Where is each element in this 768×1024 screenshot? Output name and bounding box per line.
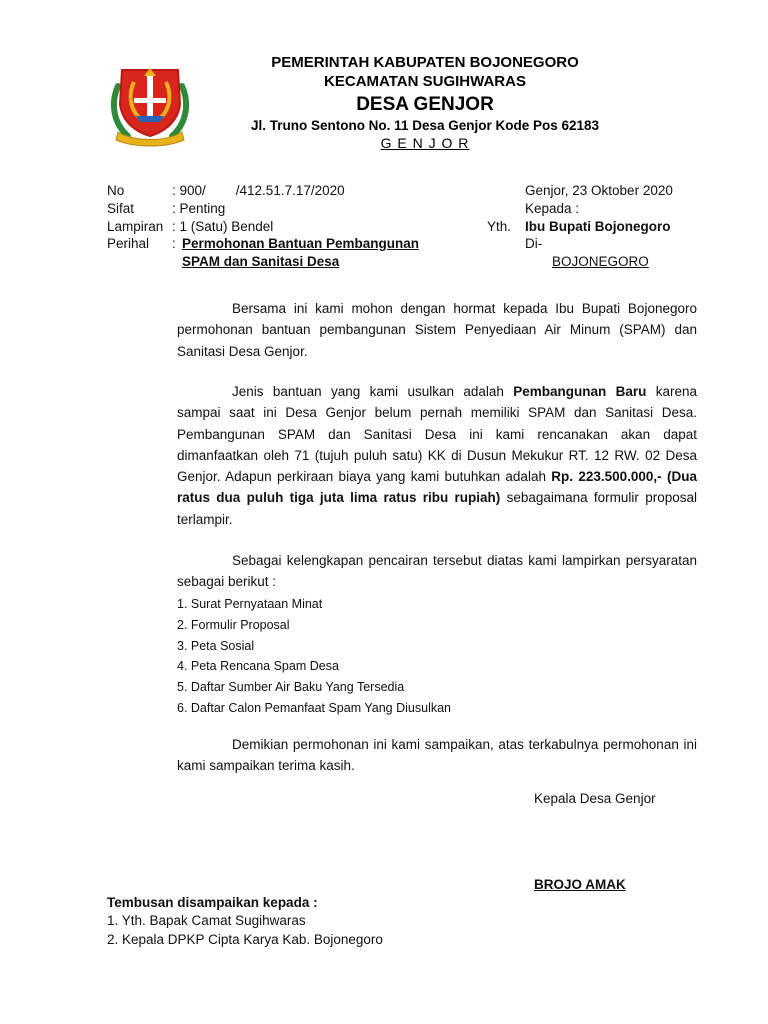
letter-date: Genjor, 23 Oktober 2020: [525, 183, 673, 198]
letterhead-address: Jl. Truno Sentono No. 11 Desa Genjor Kode Pos 62183: [250, 118, 600, 133]
cc-item: 2. Kepala DPKP Cipta Karya Kab. Bojonegoro: [107, 932, 383, 947]
paragraph-requirements-text: Sebagai kelengkapan pencairan tersebut diatas kami lampirkan persyaratan sebagai berikut :: [177, 553, 697, 590]
cc-item: 1. Yth. Bapak Camat Sugihwaras: [107, 913, 306, 928]
subject-line-1: Permohonan Bantuan Pembangunan: [182, 236, 420, 251]
list-item: 5. Daftar Sumber Air Baku Yang Tersedia: [177, 680, 405, 695]
subject-label: Perihal: [107, 236, 150, 251]
signature-name: BROJO AMAK: [534, 877, 626, 892]
nature-label: Sifat: [107, 201, 135, 216]
letterhead-subdistrict-line: KECAMATAN SUGIHWARAS: [324, 73, 526, 90]
list-item: 4. Peta Rencana Spam Desa: [177, 659, 339, 674]
recipient-di: Di-: [525, 236, 543, 251]
p2-budget-amount: Rp. 223.500.000,- (Dua ratus dua puluh tiga juta lima ratus ribu rupiah): [177, 469, 697, 506]
list-item: 2. Formulir Proposal: [177, 617, 290, 632]
paragraph-opening: [177, 298, 697, 362]
letter-number-value: : 900/ /412.51.7.17/2020: [172, 183, 345, 198]
recipient-yth: Yth.: [487, 219, 512, 234]
cc-heading: Tembusan disampaikan kepada :: [107, 895, 318, 910]
list-item: 3. Peta Sosial: [177, 638, 255, 653]
recipient-city: BOJONEGORO: [552, 254, 649, 269]
letterhead-government-line: PEMERINTAH KABUPATEN BOJONEGORO: [271, 54, 579, 71]
recipient-kepada: Kepada :: [525, 201, 580, 216]
requirements-list: [177, 594, 451, 719]
list-item: 1. Surat Pernyataan Minat: [177, 597, 323, 611]
letterhead-place: G E N J O R: [380, 135, 470, 151]
nature-value: : Penting: [172, 201, 226, 216]
attachment-label: Lampiran: [107, 219, 164, 234]
letter-number-label: No: [107, 183, 125, 198]
letterhead-village-name: DESA GENJOR: [356, 94, 494, 115]
recipient-name: Ibu Bupati Bojonegoro: [525, 219, 671, 234]
p2-text-c: karena sampai saat ini Desa Genjor belum pernah memiliki SPAM dan Sanitasi Desa. Pembangunan SPAM dan Sanitasi Desa ini kami rencanakan akan dapat dimanfaatkan oleh 71 (tujuh puluh satu) KK di Dusun Mekukur RT. 12 RW. 02 Desa Genjor. Adapun perkiraan biaya yang kami butuhkan adalah: [177, 384, 697, 485]
attachment-value: : 1 (Satu) Bendel: [172, 219, 274, 234]
p2-new-construction: Pembangunan Baru: [513, 384, 647, 399]
subject-colon: :: [172, 236, 176, 251]
p2-text-e: sebagaimana formulir proposal terlampir.: [177, 490, 697, 527]
p2-text-a: Jenis bantuan yang kami usulkan adalah: [232, 384, 514, 399]
subject-line-2: SPAM dan Sanitasi Desa: [182, 254, 340, 269]
paragraph-request-details: [177, 381, 697, 530]
paragraph-closing: [177, 734, 697, 777]
paragraph-requirements-intro: [177, 550, 697, 593]
paragraph-closing-text: Demikian permohonan ini kami sampaikan, atas terkabulnya permohonan ini kami sampaikan terima kasih.: [177, 737, 697, 774]
signature-title: Kepala Desa Genjor: [534, 791, 656, 806]
list-item: 6. Daftar Calon Pemanfaat Spam Yang Diusulkan: [177, 700, 451, 715]
paragraph-opening-text: Bersama ini kami mohon dengan hormat kepada Ibu Bupati Bojonegoro permohonan bantuan pembangunan Sistem Penyediaan Air Minum (SPAM) dan Sanitasi Desa Genjor.: [177, 301, 697, 359]
